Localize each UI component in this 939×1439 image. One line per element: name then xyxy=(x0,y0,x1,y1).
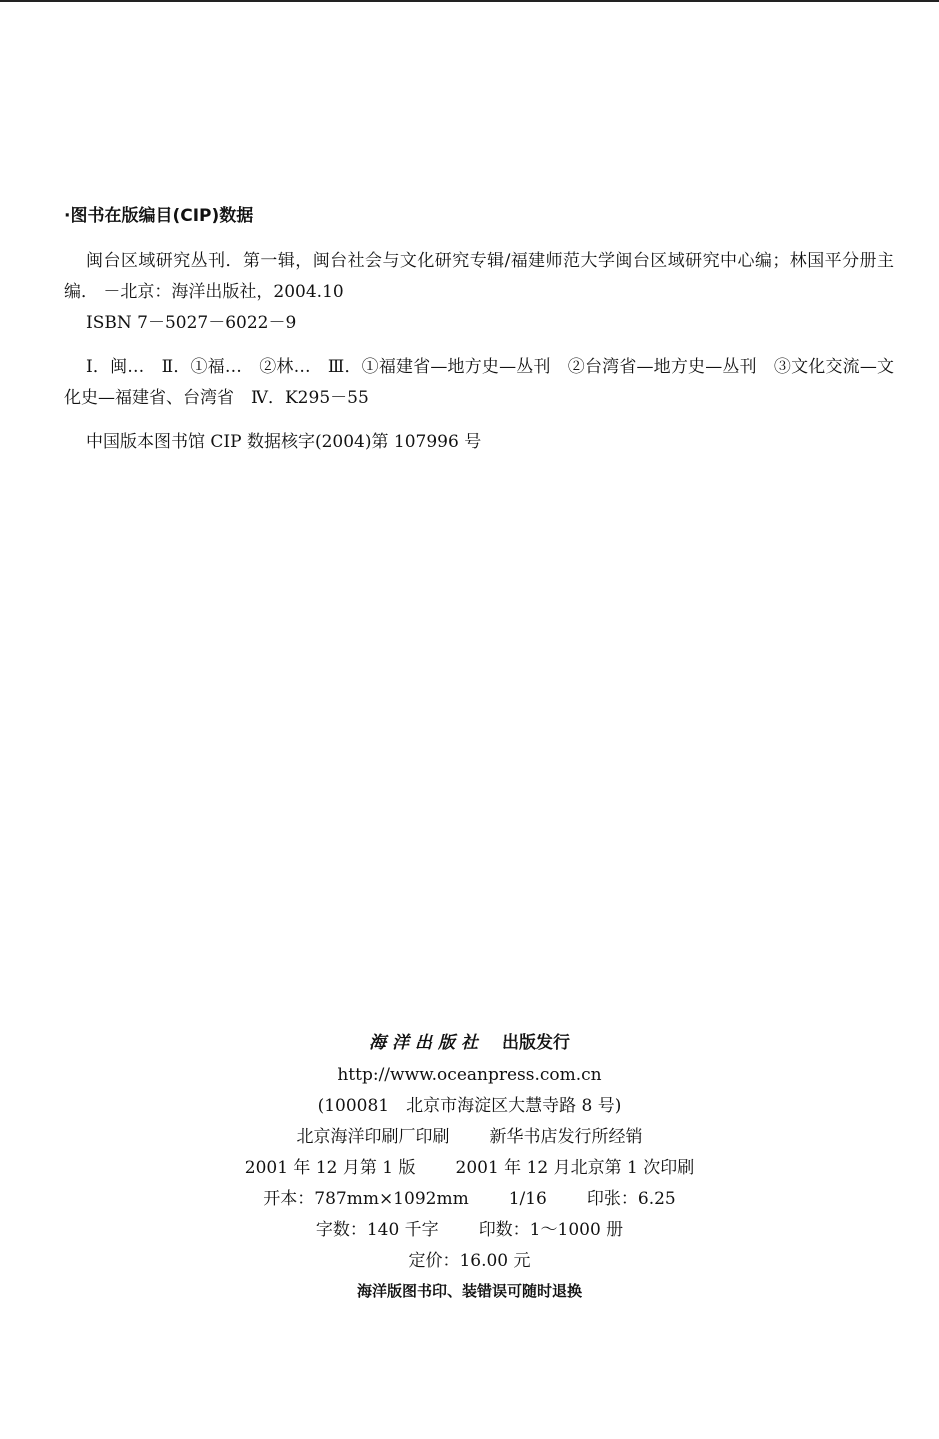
notice-line: 海洋版图书印、装错误可随时退换 xyxy=(356,1282,582,1300)
price-line: 定价：16.00 元 xyxy=(408,1251,531,1271)
sheets: 印张：6.25 xyxy=(586,1189,676,1209)
count-line xyxy=(0,1215,939,1246)
printer-line xyxy=(0,1122,939,1153)
publisher-action: 出版发行 xyxy=(502,1033,570,1053)
printing: 2001 年 12 月北京第 1 次印刷 xyxy=(455,1158,695,1178)
edition: 2001 年 12 月第 1 版 xyxy=(244,1158,416,1178)
website-line: http://www.oceanpress.com.cn xyxy=(337,1065,602,1085)
edition-line xyxy=(0,1153,939,1184)
address-line: (100081 北京市海淀区大慧寺路 8 号) xyxy=(317,1096,622,1116)
printer: 北京海洋印刷厂印刷 xyxy=(296,1127,450,1147)
cip-isbn: ISBN 7－5027－6022－9 xyxy=(86,313,297,333)
print-run: 印数：1～1000 册 xyxy=(478,1220,624,1240)
cip-heading: ·图书在版编目(CIP)数据 xyxy=(64,206,254,226)
fraction: 1/16 xyxy=(508,1189,547,1209)
format: 开本：787mm×1092mm xyxy=(263,1189,469,1209)
cip-description: 闽台区域研究丛刊．第一辑，闽台社会与文化研究专辑/福建师范大学闽台区域研究中心编；林国平分册主编． －北京：海洋出版社，2004.10 xyxy=(64,251,894,302)
word-count: 字数：140 千字 xyxy=(315,1220,439,1240)
colophon-block xyxy=(0,1026,939,1305)
publisher-logo: 海洋出版社 xyxy=(369,1033,484,1053)
format-line xyxy=(0,1184,939,1215)
cip-subjects: Ⅰ．闽… Ⅱ．①福… ②林… Ⅲ．①福建省—地方史—丛刊 ②台湾省—地方史—丛刊 ③文化交流—文化史—福建省、台湾省 Ⅳ．K295－55 xyxy=(64,357,894,408)
distributor: 新华书店发行所经销 xyxy=(489,1127,643,1147)
cip-block xyxy=(64,204,894,458)
top-border-rule xyxy=(0,0,939,2)
cip-number: 中国版本图书馆 CIP 数据核字(2004)第 107996 号 xyxy=(86,432,482,452)
publisher-line xyxy=(0,1026,939,1060)
